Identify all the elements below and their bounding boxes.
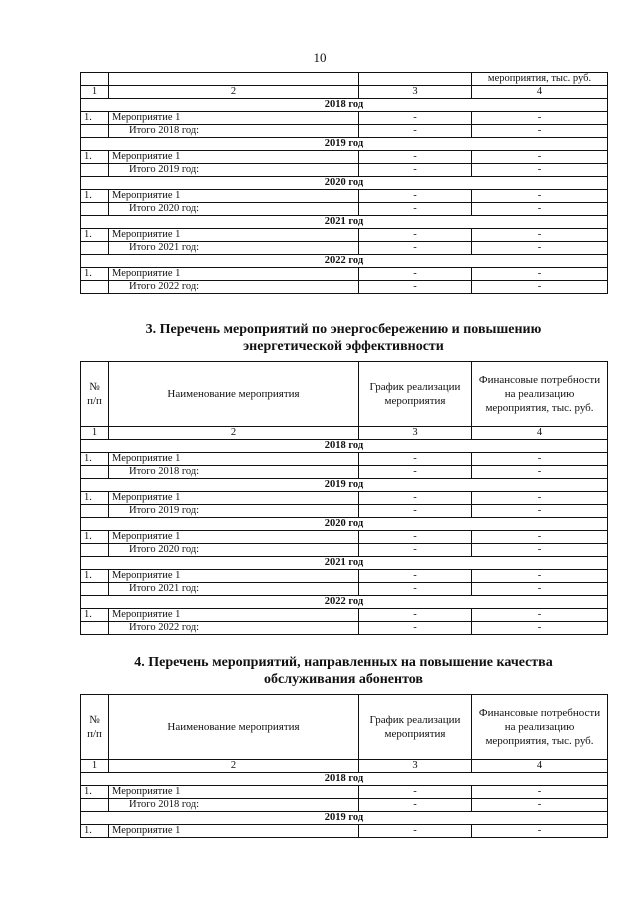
row-number: 1. xyxy=(81,268,109,281)
colnum-1: 1 xyxy=(81,86,109,99)
schedule-value: - xyxy=(359,609,472,622)
header-number: № п/п xyxy=(81,362,109,427)
total-label: Итого 2020 год: xyxy=(109,203,359,216)
finance-value: - xyxy=(472,268,608,281)
finance-value: - xyxy=(472,112,608,125)
table-row xyxy=(81,786,608,799)
total-schedule-value: - xyxy=(359,505,472,518)
total-row xyxy=(81,281,608,294)
table-row xyxy=(81,570,608,583)
measure-name: Мероприятие 1 xyxy=(109,825,359,838)
colnum-2: 2 xyxy=(109,760,359,773)
finance-value: - xyxy=(472,229,608,242)
total-finance-value: - xyxy=(472,466,608,479)
finance-value: - xyxy=(472,151,608,164)
table-row xyxy=(81,112,608,125)
table-row xyxy=(81,268,608,281)
total-label: Итого 2018 год: xyxy=(109,799,359,812)
total-label: Итого 2020 год: xyxy=(109,544,359,557)
measure-name: Мероприятие 1 xyxy=(109,151,359,164)
total-finance-value: - xyxy=(472,544,608,557)
total-number-cell xyxy=(81,281,109,294)
row-number: 1. xyxy=(81,786,109,799)
measure-name: Мероприятие 1 xyxy=(109,492,359,505)
row-number: 1. xyxy=(81,453,109,466)
row-number: 1. xyxy=(81,190,109,203)
total-number-cell xyxy=(81,505,109,518)
total-finance-value: - xyxy=(472,799,608,812)
schedule-value: - xyxy=(359,825,472,838)
schedule-value: - xyxy=(359,786,472,799)
section-4-title-line2: обслуживания абонентов xyxy=(264,672,423,687)
total-schedule-value: - xyxy=(359,622,472,635)
section-3-title-line2: энергетической эффективности xyxy=(243,339,444,354)
total-schedule-value: - xyxy=(359,583,472,596)
header-schedule: График реализации мероприятия xyxy=(359,695,472,760)
total-row xyxy=(81,466,608,479)
year-heading: 2019 год xyxy=(81,138,608,151)
colnum-4: 4 xyxy=(472,86,608,99)
total-finance-value: - xyxy=(472,242,608,255)
schedule-value: - xyxy=(359,453,472,466)
total-label: Итого 2021 год: xyxy=(109,242,359,255)
total-schedule-value: - xyxy=(359,125,472,138)
total-finance-value: - xyxy=(472,281,608,294)
finance-value: - xyxy=(472,825,608,838)
total-row xyxy=(81,203,608,216)
year-heading: 2018 год xyxy=(81,773,608,786)
year-heading: 2018 год xyxy=(81,99,608,112)
table-continuation xyxy=(80,72,607,294)
year-heading: 2020 год xyxy=(81,518,608,531)
schedule-value: - xyxy=(359,190,472,203)
measure-name: Мероприятие 1 xyxy=(109,609,359,622)
year-heading: 2022 год xyxy=(81,255,608,268)
measure-name: Мероприятие 1 xyxy=(109,112,359,125)
total-row xyxy=(81,622,608,635)
section-3-title-line1: 3. Перечень мероприятий по энергосбережению и повышению xyxy=(145,322,542,337)
header-name: Наименование мероприятия xyxy=(109,695,359,760)
total-label: Итого 2022 год: xyxy=(109,281,359,294)
finance-value: - xyxy=(472,453,608,466)
colnum-2: 2 xyxy=(109,427,359,440)
total-schedule-value: - xyxy=(359,164,472,177)
table-row xyxy=(81,492,608,505)
year-heading: 2020 год xyxy=(81,177,608,190)
table-row xyxy=(81,609,608,622)
total-number-cell xyxy=(81,544,109,557)
colnum-4: 4 xyxy=(472,760,608,773)
total-schedule-value: - xyxy=(359,242,472,255)
schedule-value: - xyxy=(359,112,472,125)
total-label: Итого 2018 год: xyxy=(109,125,359,138)
colnum-1: 1 xyxy=(81,760,109,773)
finance-value: - xyxy=(472,609,608,622)
total-number-cell xyxy=(81,203,109,216)
measure-name: Мероприятие 1 xyxy=(109,531,359,544)
finance-value: - xyxy=(472,570,608,583)
row-number: 1. xyxy=(81,151,109,164)
measure-name: Мероприятие 1 xyxy=(109,786,359,799)
total-row xyxy=(81,164,608,177)
row-number: 1. xyxy=(81,570,109,583)
total-row xyxy=(81,505,608,518)
row-number: 1. xyxy=(81,531,109,544)
total-row xyxy=(81,242,608,255)
table-row xyxy=(81,825,608,838)
colnum-1: 1 xyxy=(81,427,109,440)
header-name: Наименование мероприятия xyxy=(109,362,359,427)
year-heading: 2021 год xyxy=(81,557,608,570)
year-heading: 2019 год xyxy=(81,479,608,492)
table-row xyxy=(81,190,608,203)
colnum-3: 3 xyxy=(359,86,472,99)
total-schedule-value: - xyxy=(359,799,472,812)
measure-name: Мероприятие 1 xyxy=(109,570,359,583)
colnum-3: 3 xyxy=(359,760,472,773)
schedule-value: - xyxy=(359,151,472,164)
total-row xyxy=(81,544,608,557)
total-label: Итого 2019 год: xyxy=(109,164,359,177)
total-number-cell xyxy=(81,242,109,255)
total-row xyxy=(81,799,608,812)
year-heading: 2021 год xyxy=(81,216,608,229)
schedule-value: - xyxy=(359,570,472,583)
table-row xyxy=(81,151,608,164)
page-number: 10 xyxy=(313,50,327,65)
finance-value: - xyxy=(472,786,608,799)
total-schedule-value: - xyxy=(359,281,472,294)
header-finance: Финансовые потребности на реализацию мероприятия, тыс. руб. xyxy=(472,695,608,760)
colnum-2: 2 xyxy=(109,86,359,99)
total-schedule-value: - xyxy=(359,203,472,216)
measure-name: Мероприятие 1 xyxy=(109,453,359,466)
year-heading: 2022 год xyxy=(81,596,608,609)
total-number-cell xyxy=(81,125,109,138)
year-heading: 2019 год xyxy=(81,812,608,825)
measure-name: Мероприятие 1 xyxy=(109,229,359,242)
total-schedule-value: - xyxy=(359,544,472,557)
table-row xyxy=(81,531,608,544)
schedule-value: - xyxy=(359,268,472,281)
year-heading: 2018 год xyxy=(81,440,608,453)
total-schedule-value: - xyxy=(359,466,472,479)
total-row xyxy=(81,583,608,596)
row-number: 1. xyxy=(81,229,109,242)
row-number: 1. xyxy=(81,825,109,838)
colnum-4: 4 xyxy=(472,427,608,440)
table-section-3 xyxy=(80,361,607,635)
total-row xyxy=(81,125,608,138)
total-label: Итого 2019 год: xyxy=(109,505,359,518)
header-finance: Финансовые потребности на реализацию мероприятия, тыс. руб. xyxy=(472,362,608,427)
total-label: Итого 2018 год: xyxy=(109,466,359,479)
finance-value: - xyxy=(472,190,608,203)
schedule-value: - xyxy=(359,492,472,505)
row-number: 1. xyxy=(81,112,109,125)
total-finance-value: - xyxy=(472,164,608,177)
total-finance-value: - xyxy=(472,505,608,518)
section-4-title xyxy=(80,654,607,688)
schedule-value: - xyxy=(359,229,472,242)
total-number-cell xyxy=(81,622,109,635)
section-4-title-line1: 4. Перечень мероприятий, направленных на повышение качества xyxy=(134,655,553,670)
table-row xyxy=(81,229,608,242)
total-finance-value: - xyxy=(472,622,608,635)
measure-name: Мероприятие 1 xyxy=(109,190,359,203)
total-number-cell xyxy=(81,164,109,177)
measure-name: Мероприятие 1 xyxy=(109,268,359,281)
header-number: № п/п xyxy=(81,695,109,760)
row-number: 1. xyxy=(81,609,109,622)
total-number-cell xyxy=(81,583,109,596)
header-finance-tail: мероприятия, тыс. руб. xyxy=(472,73,608,86)
total-label: Итого 2022 год: xyxy=(109,622,359,635)
section-3-title xyxy=(80,321,607,355)
table-row xyxy=(81,453,608,466)
total-finance-value: - xyxy=(472,583,608,596)
colnum-3: 3 xyxy=(359,427,472,440)
finance-value: - xyxy=(472,492,608,505)
total-number-cell xyxy=(81,466,109,479)
finance-value: - xyxy=(472,531,608,544)
total-finance-value: - xyxy=(472,125,608,138)
total-label: Итого 2021 год: xyxy=(109,583,359,596)
total-finance-value: - xyxy=(472,203,608,216)
total-number-cell xyxy=(81,799,109,812)
table-section-4 xyxy=(80,694,607,838)
row-number: 1. xyxy=(81,492,109,505)
header-schedule: График реализации мероприятия xyxy=(359,362,472,427)
schedule-value: - xyxy=(359,531,472,544)
